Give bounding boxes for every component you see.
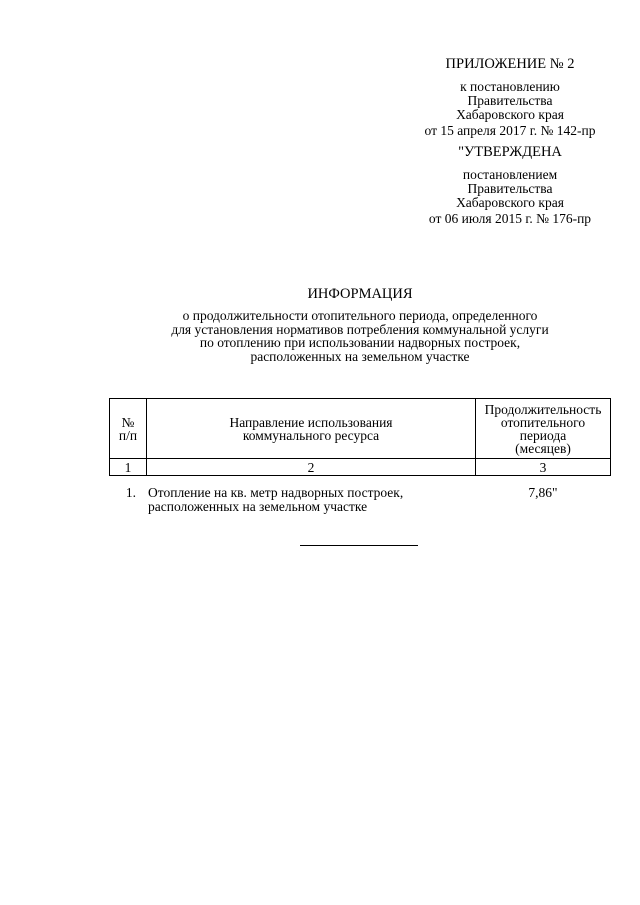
header-number: № п/п — [110, 399, 147, 459]
subtitle-line: о продолжительности отопительного периода, определенного — [182, 308, 538, 323]
appendix-line: к постановлению — [460, 79, 560, 94]
column-number: 2 — [147, 459, 476, 476]
subtitle-line: по отоплению при использовании надворных построек, — [199, 335, 521, 350]
document-subtitle — [100, 309, 620, 363]
header-duration: Продолжительность отопительного периода (месяцев) — [476, 399, 611, 459]
info-table — [109, 398, 611, 476]
approved-date: от 06 июля 2015 г. № 176-пр — [428, 211, 592, 226]
approval-block — [400, 56, 620, 226]
header-direction: Направление использования коммунального ресурса — [147, 399, 476, 459]
row-number: 1. — [125, 485, 136, 500]
appendix-heading: ПРИЛОЖЕНИЕ № 2 — [445, 56, 575, 72]
subtitle-line: для установления нормативов потребления коммунальной услуги — [171, 321, 549, 337]
column-number: 3 — [476, 459, 611, 476]
approved-line: Правительства — [467, 181, 553, 196]
document-title: ИНФОРМАЦИЯ — [307, 286, 413, 302]
row-description: Отопление на кв. метр надворных построек, расположенных на земельном участке — [148, 485, 404, 514]
table-header-row — [110, 399, 611, 459]
appendix-date: от 15 апреля 2017 г. № 142-пр — [424, 123, 596, 138]
approved-line: Хабаровского края — [456, 195, 564, 210]
appendix-line: Правительства — [467, 93, 553, 108]
row-value: 7,86" — [528, 485, 558, 500]
column-number: 1 — [110, 459, 147, 476]
approved-heading: "УТВЕРЖДЕНА — [458, 144, 562, 160]
column-number-row — [110, 459, 611, 476]
appendix-line: Хабаровского края — [456, 107, 564, 122]
subtitle-line: расположенных на земельном участке — [250, 348, 470, 364]
approved-line: постановлением — [462, 167, 558, 182]
closing-divider — [300, 545, 418, 546]
